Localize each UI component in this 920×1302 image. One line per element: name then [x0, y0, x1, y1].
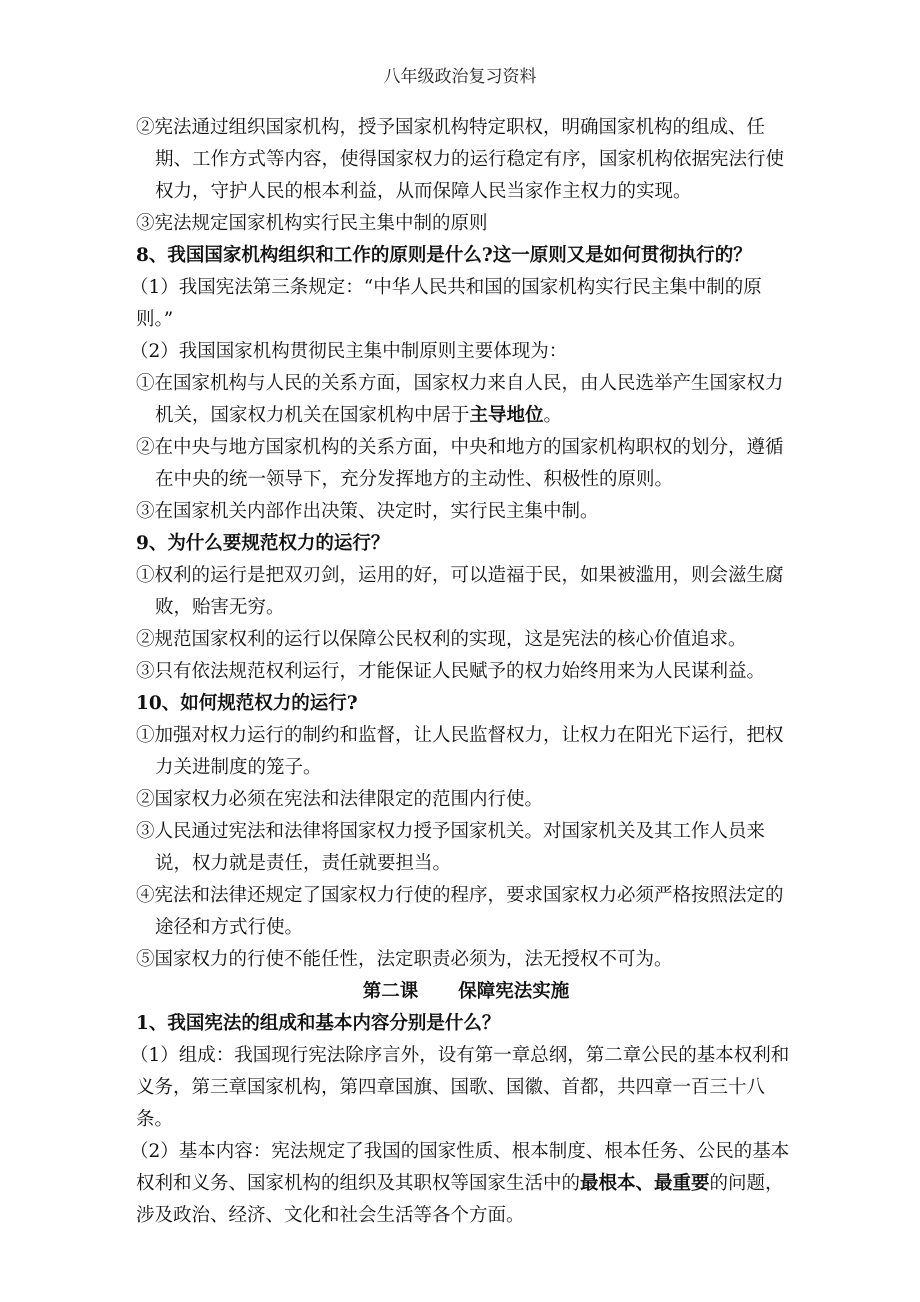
list-item: ⑤国家权力的行使不能任性，法定职责必须为，法无授权不可为。	[136, 949, 673, 970]
page-header: 八年级政治复习资料	[383, 67, 537, 87]
list-item: ①权利的运行是把双刃剑，运用的好，可以造福于民，如果被滥用，则会滋生腐败，贻害无穷。	[136, 565, 784, 618]
list-item: ③人民通过宪法和法律将国家权力授予国家机关。对国家机关及其工作人员来说，权力就是责任，责任就要担当。	[136, 821, 766, 874]
sub-paragraph: （2）基本内容：宪法规定了我国的国家性质、根本制度、根本任务、公民的基本权利和义务、国家机构的组织及其职权等国家生活中的最根本、最重要的问题，涉及政治、经济、文化和社会生活等各个方面。	[130, 1141, 790, 1226]
section-lesson-two	[130, 1008, 796, 1232]
lesson-number: 第二课	[362, 981, 419, 1002]
emphasis-text: 最根本、最重要	[580, 1173, 710, 1194]
section-lesson-one	[130, 112, 796, 976]
question-heading: 8、我国国家机构组织和工作的原则是什么?这一原则又是如何贯彻执行的？	[136, 245, 752, 266]
list-item: ②宪法通过组织国家机构，授予国家机构特定职权，明确国家机构的组成、任期、工作方式等内容，使得国家权力的运行稳定有序，国家机构依据宪法行使权力，守护人民的根本利益，从而保障人民当家作主权力的实现。	[136, 117, 785, 202]
list-item: ④宪法和法律还规定了国家权力行使的程序，要求国家权力必须严格按照法定的途径和方式行使。	[136, 885, 784, 938]
lesson-name: 保障宪法实施	[458, 981, 570, 1002]
list-item: ①在国家机构与人民的关系方面，国家权力来自人民，由人民选举产生国家权力机关，国家权力机关在国家机构中居于主导地位。	[136, 373, 784, 426]
sub-paragraph: （1）组成：我国现行宪法除序言外，设有第一章总纲，第二章公民的基本权利和义务，第三章国家机构，第四章国旗、国歌、国徽、首都，共四章一百三十八条。	[130, 1045, 790, 1130]
list-item: ③只有依法规范权利运行，才能保证人民赋予的权力始终用来为人民谋利益。	[136, 661, 766, 682]
list-item: ③在国家机关内部作出决策、决定时，实行民主集中制。	[136, 501, 599, 522]
sub-paragraph: （1）我国宪法第三条规定：“中华人民共和国的国家机构实行民主集中制的原则。”	[130, 277, 762, 330]
question-heading: 9、为什么要规范权力的运行？	[136, 533, 390, 554]
list-item: ②国家权力必须在宪法和法律限定的范围内行使。	[136, 789, 544, 810]
document-body	[130, 112, 796, 1232]
list-item: ①加强对权力运行的制约和监督，让人民监督权力，让权力在阳光下运行，把权力关进制度的笼子。	[136, 725, 784, 778]
question-heading: 1、我国宪法的组成和基本内容分别是什么？	[136, 1013, 501, 1034]
sub-paragraph: （2）我国国家机构贯彻民主集中制原则主要体现为：	[130, 341, 568, 362]
question-heading: 10、如何规范权力的运行?	[136, 693, 358, 714]
list-item: ②规范国家权利的运行以保障公民权利的实现，这是宪法的核心价值追求。	[136, 629, 747, 650]
lesson-title	[136, 976, 796, 1008]
list-item: ②在中央与地方国家机构的关系方面，中央和地方的国家机构职权的划分，遵循在中央的统一领导下，充分发挥地方的主动性、积极性的原则。	[136, 437, 784, 490]
list-item: ③宪法规定国家机构实行民主集中制的原则	[136, 213, 488, 234]
emphasis-text: 主导地位	[469, 405, 544, 426]
